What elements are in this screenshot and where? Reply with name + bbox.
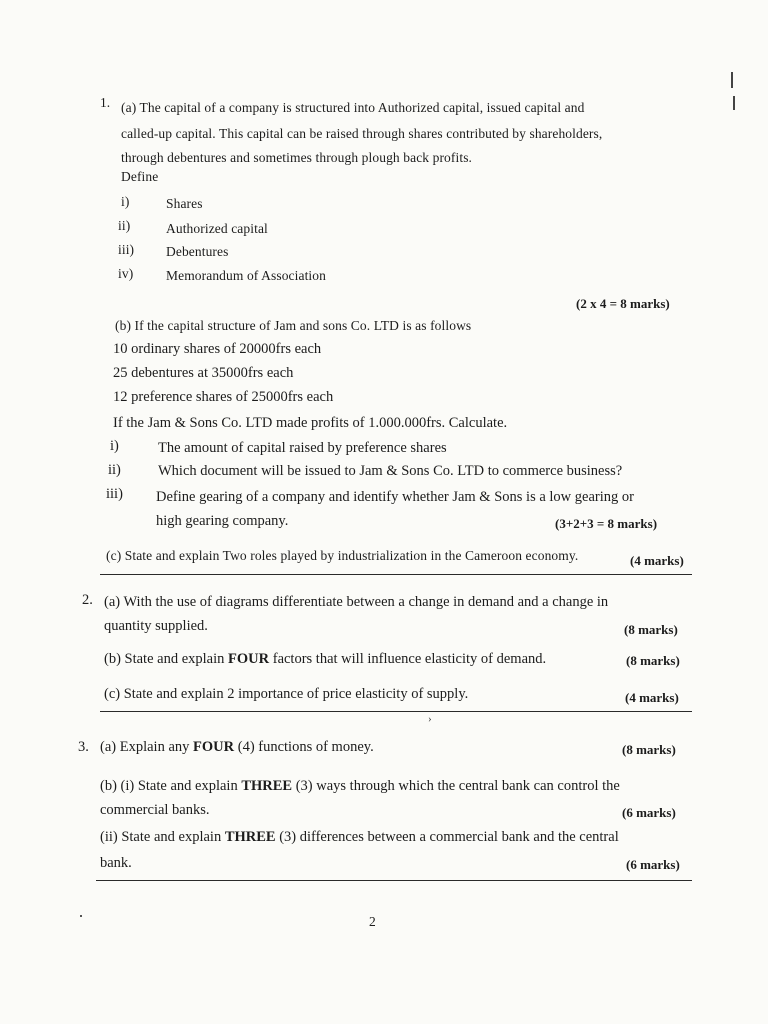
q1b-line: 12 preference shares of 25000frs each [113, 389, 334, 405]
marks-label: (2 x 4 = 8 marks) [576, 296, 670, 311]
list-item-number: iv) [118, 266, 134, 281]
q3a-text [100, 739, 374, 756]
question-number: 3. [78, 739, 89, 755]
q3bi-text [100, 778, 620, 795]
question-number: 1. [100, 95, 111, 110]
marks-label: (6 marks) [622, 805, 676, 820]
q1a-line: through debentures and sometimes through plough back profits. [121, 150, 473, 165]
q1a-line: (a) The capital of a company is structured into Authorized capital, issued capital and [121, 100, 585, 115]
q3bii-text-bold: THREE [224, 829, 276, 845]
list-item-number: iii) [118, 242, 135, 257]
q1c-text: (c) State and explain Two roles played by industrialization in the Cameroon economy. [106, 548, 579, 563]
margin-mark [731, 72, 733, 88]
margin-mark [733, 96, 735, 110]
q3bi-text-bold: THREE [241, 778, 293, 794]
q3bi-text-pre: (b) (i) State and explain [100, 778, 242, 794]
marks-label: (8 marks) [626, 653, 680, 668]
marks-label: (8 marks) [622, 742, 676, 757]
section-divider [100, 711, 692, 712]
q2b-text-post: factors that will influence elasticity of demand. [269, 651, 547, 667]
section-divider [100, 574, 692, 575]
q3bi-text-post: (3) ways through which the central bank can control the [292, 778, 620, 794]
q2b-text-pre: (b) State and explain [104, 651, 229, 667]
marks-label: (4 marks) [625, 690, 679, 705]
q2c-text: (c) State and explain 2 importance of price elasticity of supply. [104, 686, 469, 702]
list-item: The amount of capital raised by preference shares [158, 440, 447, 456]
q1b-line: 25 debentures at 35000frs each [113, 365, 294, 381]
section-divider [96, 880, 692, 881]
q1a-line: called-up capital. This capital can be raised through shares contributed by shareholders, [121, 126, 603, 141]
q2b-text-bold: FOUR [228, 651, 270, 667]
q3bii-text [100, 829, 619, 846]
q3a-text-bold: FOUR [193, 739, 235, 755]
marks-label: (4 marks) [630, 553, 684, 568]
q3bii-text-pre: (ii) State and explain [100, 829, 225, 845]
marks-label: (3+2+3 = 8 marks) [555, 516, 658, 531]
q1b-line: If the Jam & Sons Co. LTD made profits of 1.000.000frs. Calculate. [113, 415, 508, 431]
q3a-text-pre: (a) Explain any [100, 739, 194, 755]
q2a-line: quantity supplied. [104, 618, 208, 634]
list-item: Authorized capital [166, 221, 268, 236]
stray-mark: › [428, 713, 432, 725]
list-item: Memorandum of Association [166, 268, 326, 283]
q3a-text-post: (4) functions of money. [234, 739, 374, 755]
q2a-line: (a) With the use of diagrams differentiate between a change in demand and a change in [104, 594, 609, 610]
stray-dot [80, 915, 82, 917]
list-item: Define gearing of a company and identify whether Jam & Sons is a low gearing or [156, 489, 634, 505]
page-number: 2 [369, 914, 376, 929]
list-item: Debentures [166, 244, 229, 259]
list-item-continuation: high gearing company. [156, 513, 289, 529]
q1b-line: (b) If the capital structure of Jam and sons Co. LTD is as follows [115, 318, 472, 333]
list-item-number: i) [110, 438, 119, 454]
marks-label: (6 marks) [626, 857, 680, 872]
q1a-define: Define [121, 169, 159, 184]
list-item: Which document will be issued to Jam & Sons Co. LTD to commerce business? [158, 463, 623, 479]
list-item-number: i) [121, 194, 130, 209]
marks-label: (8 marks) [624, 622, 678, 637]
list-item-number: ii) [108, 462, 121, 478]
list-item: Shares [166, 196, 203, 211]
list-item-number: iii) [106, 486, 123, 502]
q3bii-text-post: (3) differences between a commercial bank and the central [275, 829, 619, 845]
q3bii-line2: bank. [100, 855, 132, 871]
q2b-text [104, 651, 546, 668]
question-number: 2. [82, 592, 93, 608]
list-item-number: ii) [118, 218, 131, 233]
q1b-line: 10 ordinary shares of 20000frs each [113, 341, 322, 357]
q3bi-line2: commercial banks. [100, 802, 210, 818]
